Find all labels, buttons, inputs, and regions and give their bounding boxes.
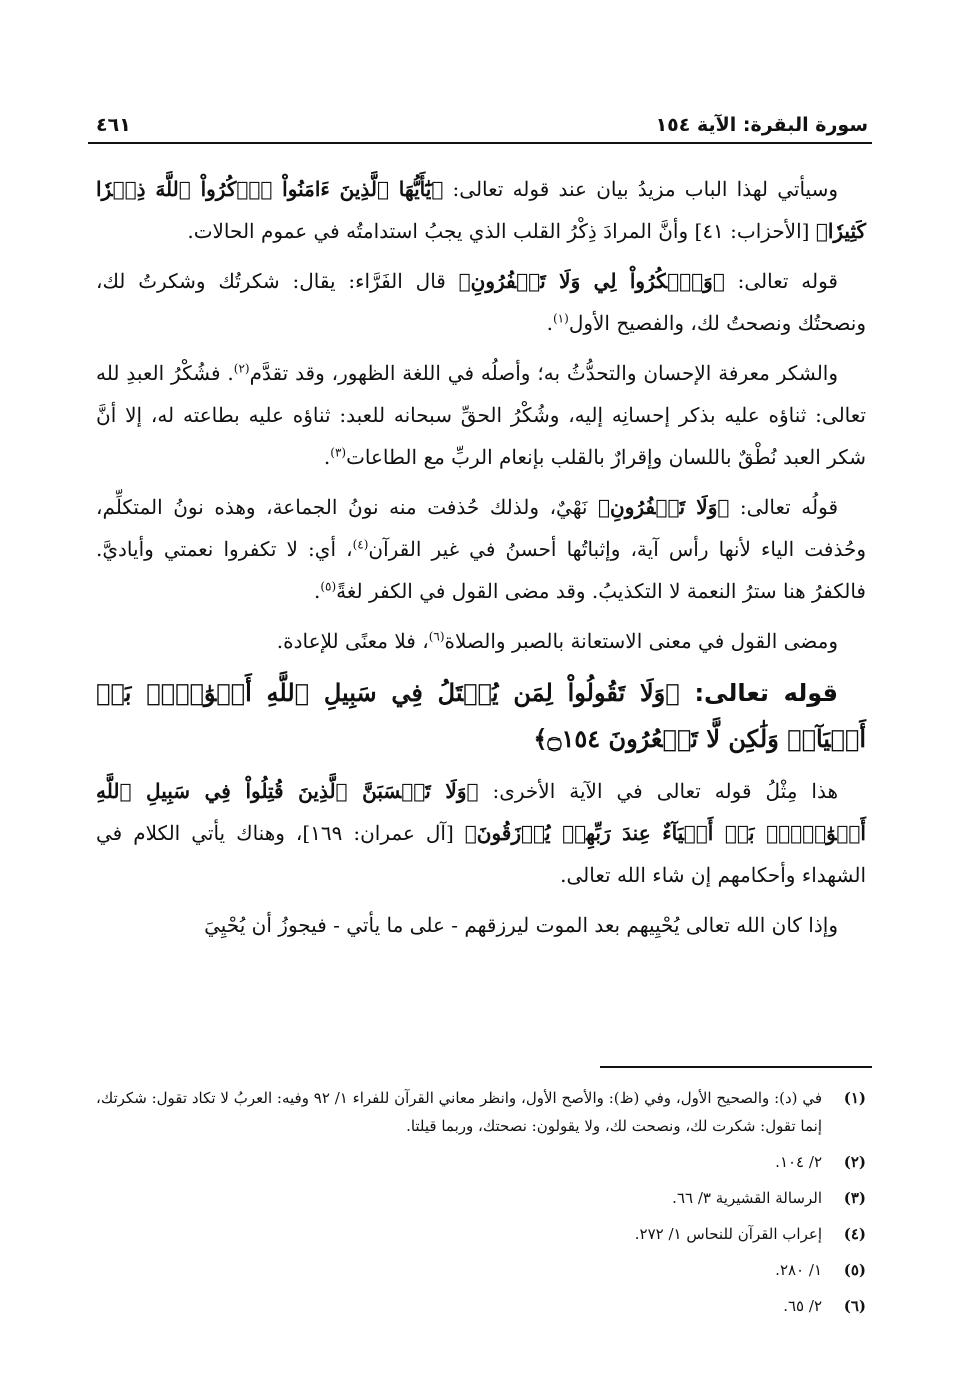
paragraph-4 (96, 486, 866, 612)
quran-verse: ﴿وَٱشۡكُرُواْ لِي وَلَا تَكۡفُرُونِ﴾ (458, 269, 725, 293)
footnote-number: (٣) (843, 1189, 866, 1207)
footnote-text: ٢/ ١٠٤. (775, 1153, 822, 1171)
paragraph-text: نَهْيٌ، ولذلك حُذفت منه نونُ الجماعة، وهذه نونُ المتكلِّم، وحُذفت الياء لأنها رأس آية، وإثباتُها أحسنُ في غير القرآن (96, 495, 866, 561)
header-divider (88, 142, 872, 144)
quran-verse: ﴿وَلَا تَحۡسَبَنَّ ٱلَّذِينَ قُتِلُواْ فِي سَبِيلِ ٱللَّهِ أَمۡوَٰتَۢاۚ بَلۡ أَحۡيَآءٌ عِندَ رَبِّهِمۡ يُرۡزَقُونَ﴾ (96, 779, 866, 845)
verse-heading-quran: ﴿وَلَا تَقُولُواْ لِمَن يُقۡتَلُ فِي سَبِيلِ ٱللَّهِ أَمۡوَٰتُۢۚ بَلۡ أَحۡيَآءٞ وَلَٰكِن لَّا تَشۡعُرُونَ ۝١٥٤﴾ (96, 678, 866, 753)
footnote-number: (٢) (843, 1153, 866, 1171)
paragraph-3 (96, 352, 866, 478)
footnote-6 (96, 1292, 866, 1320)
paragraph-text: وإذا كان الله تعالى يُحْيِيهم بعد الموت ليرزقهم - على ما يأتي - فيجوزُ أن يُحْيِيَ (204, 913, 838, 937)
paragraph-text: . (546, 311, 553, 335)
quran-verse: ﴿يَٰٓأَيُّهَا ٱلَّذِينَ ءَامَنُواْ ٱذۡكُرُواْ ٱللَّهَ ذِكۡرٗا كَثِيرٗا﴾ (96, 177, 866, 243)
footnote-text: إعراب القرآن للنحاس ١/ ٢٧٢. (634, 1225, 822, 1243)
footnote-number: (٥) (843, 1261, 866, 1279)
chapter-title: سورة البقرة: الآية ١٥٤ (655, 114, 868, 136)
footnote-divider (600, 1066, 872, 1068)
paragraph-7 (96, 904, 866, 946)
footnote-ref-1[interactable]: (١) (552, 311, 569, 326)
footnote-1 (96, 1084, 866, 1140)
paragraph-1 (96, 168, 866, 252)
verse-heading (96, 670, 866, 762)
paragraph-text: ، فلا معنًى للإعادة. (276, 629, 429, 653)
footnote-4 (96, 1220, 866, 1248)
footnote-number: (١) (843, 1089, 866, 1107)
paragraph-text: والشكر معرفة الإحسان والتحدُّثُ به؛ وأصلُه في اللغة الظهور، وقد تقدَّم (249, 361, 838, 385)
footnote-3 (96, 1184, 866, 1212)
paragraph-text: وسيأتي لهذا الباب مزيدُ بيان عند قوله تعالى: (443, 177, 838, 201)
paragraph-text: . (323, 445, 331, 469)
paragraph-text: هذا مِثْلُ قوله تعالى في الآية الأخرى: (478, 779, 838, 803)
footnote-text: ٢/ ٦٥. (783, 1297, 822, 1315)
paragraph-text: . فشُكْرُ العبدِ لله تعالى: ثناؤه عليه بذكر إحسانِه إليه، وشُكْرُ الحقِّ سبحانه للعبد: ثناؤه عليه بطاعته له، إلا أنَّ شكر العبد نُطْقٌ باللسان وإقرارٌ بالقلب بإنعام الربِّ مع الطاعات (96, 361, 866, 469)
footnote-text: الرسالة القشيرية ٣/ ٦٦. (672, 1189, 822, 1207)
footnote-ref-3[interactable]: (٣) (330, 445, 347, 460)
footnote-ref-5[interactable]: (٥) (320, 579, 337, 594)
footnote-ref-2[interactable]: (٢) (233, 361, 250, 376)
page-number: ٤٦١ (96, 114, 131, 136)
paragraph-text: قوله تعالى: (724, 269, 838, 293)
main-text (96, 168, 866, 954)
paragraph-5 (96, 620, 866, 662)
running-header (96, 96, 868, 136)
paragraph-text: . (313, 579, 321, 603)
paragraph-text: قولُه تعالى: (729, 495, 838, 519)
paragraph-2 (96, 260, 866, 344)
paragraph-text: [آل عمران: ١٦٩]، وهناك يأتي الكلام في الشهداء وأحكامهم إن شاء الله تعالى. (96, 821, 866, 887)
footnote-text: في (د): والصحيح الأول، وفي (ظ): والأصح الأول، وانظر معاني القرآن للفراء ١/ ٩٢ وفيه: العربُ لا تكاد تقول: شكرتك، إنما تقول: شكرت لك، ونصحت لك، ولا يقولون: نصحتك، وربما قيلتا. (96, 1089, 822, 1135)
verse-heading-label: قوله تعالى: (679, 679, 839, 707)
footnote-number: (٦) (843, 1297, 866, 1315)
quran-verse: ﴿وَلَا تَكۡفُرُونِ﴾ (598, 495, 730, 519)
paragraph-text: قال الفَرَّاء: يقال: شكرتُك وشكرتُ لك، ونصحتُك ونصحتُ لك، والفصيح الأول (96, 269, 866, 335)
paragraph-6 (96, 770, 866, 896)
footnotes (96, 1084, 866, 1328)
paragraph-text: ، أي: لا تكفروا نعمتي وأياديَّ. فالكفرُ هنا سترُ النعمة لا التكذيبُ. وقد مضى القول في الكفر لغةً (96, 537, 866, 603)
footnote-2 (96, 1148, 866, 1176)
footnote-number: (٤) (843, 1225, 866, 1243)
footnote-text: ١/ ٢٨٠. (775, 1261, 822, 1279)
paragraph-text: [الأحزاب: ٤١] وأنَّ المرادَ ذِكْرُ القلب الذي يجبُ استدامتُه في عموم الحالات. (187, 219, 816, 243)
footnote-5 (96, 1256, 866, 1284)
footnote-ref-6[interactable]: (٦) (428, 629, 445, 644)
footnote-ref-4[interactable]: (٤) (352, 537, 369, 552)
paragraph-text: ومضى القول في معنى الاستعانة بالصبر والصلاة (444, 629, 838, 653)
